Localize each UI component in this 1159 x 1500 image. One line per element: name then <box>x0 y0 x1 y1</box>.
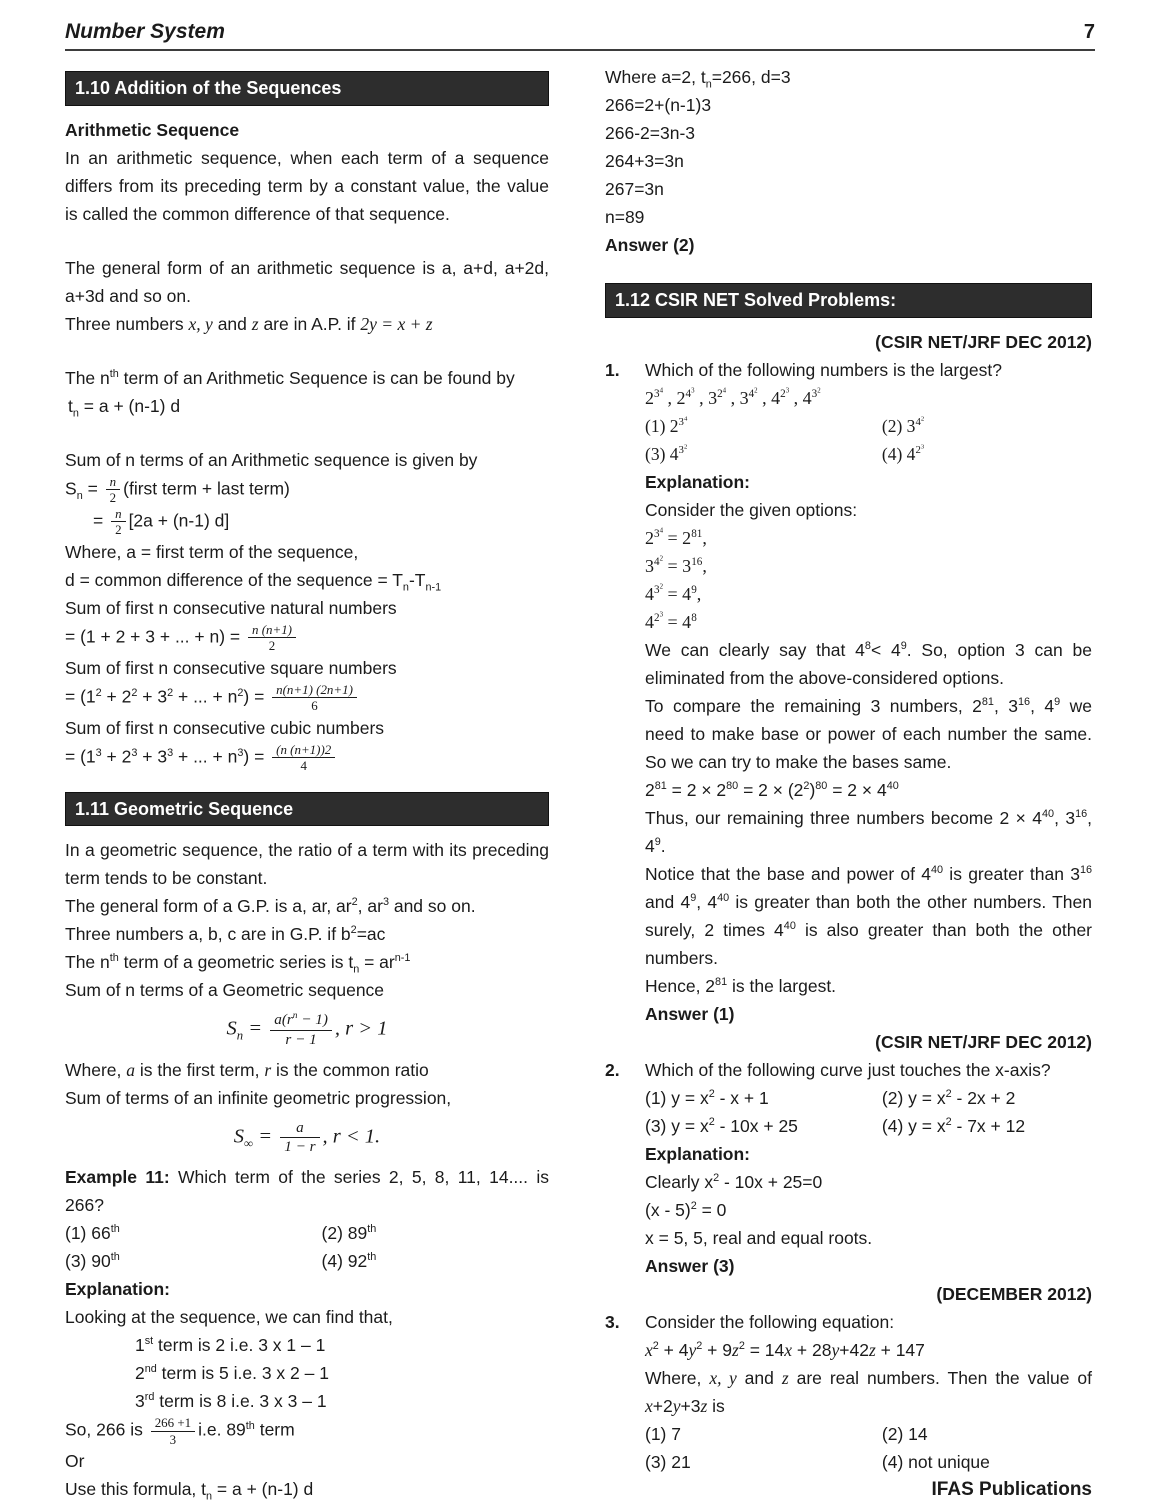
text-line: Explanation: <box>645 471 751 492</box>
exam-source-q3: (DECEMBER 2012) <box>936 1283 1092 1304</box>
fraction-denominator: 2 <box>109 490 117 506</box>
text-line: = ($1^2 + 2^2 + 3^2$ + ... + $n^2$) = $\frac{n(n+1) (2n+1)}{6}$ <box>65 682 549 714</box>
math-italic: z <box>868 1339 876 1360</box>
superscript: 2 <box>167 686 174 699</box>
superscript: th <box>110 1223 120 1236</box>
text-line: Where, a = first term of the sequence, <box>65 541 359 562</box>
infinite-gp-formula: $S_\infty$ = $\frac{a}{1 - r}$ , r < 1. <box>233 1118 381 1155</box>
superscript: 3 <box>691 386 695 394</box>
superscript: 23 <box>915 443 925 456</box>
text-line: Sum of terms of an infinite geometric progression, <box>65 1087 452 1108</box>
superscript: 32 <box>654 582 664 596</box>
text-line: Explanation: <box>65 1279 171 1300</box>
text-line: = (1 + 2 + 3 + ... + n) = $\frac{n (n+1)}{2}$ <box>65 622 549 654</box>
text-line: (x - 5)$^2$ = 0 <box>645 1199 727 1220</box>
option-cell: (2) 89th <box>321 1223 377 1244</box>
two-column-layout <box>0 63 1159 1500</box>
text-line: $t_n = a + (n-1)$ d <box>68 395 181 419</box>
superscript: 23 <box>654 610 664 624</box>
page-header <box>65 0 1095 51</box>
option-cell: (3) $4^{3^2}$ <box>645 443 688 464</box>
spacer <box>65 774 549 784</box>
superscript: 23 <box>780 386 790 400</box>
text-line: $S_n$ = $\frac{n}{2}$ (first term + last term) <box>65 473 290 506</box>
superscript: th <box>245 1419 255 1432</box>
section-header-1-11: 1.11 Geometric Sequence <box>65 792 549 827</box>
option-cell: (2) $3^{4^2}$ <box>881 415 925 436</box>
superscript: 2 <box>237 686 244 699</box>
math-italic: z <box>781 1367 789 1388</box>
text-line: Hence, $2^{81}$ is the largest. <box>645 975 837 996</box>
superscript: 4 <box>659 386 664 394</box>
superscript: n-1 <box>394 952 411 965</box>
superscript: 80 <box>726 779 739 792</box>
superscript: 34 <box>654 386 664 400</box>
text-line: The $n^{th}$ term of an Arithmetic Sequence is can be found by <box>65 367 515 388</box>
text-line: The general form of an arithmetic sequence is a, a+d, a+2d, a+3d and so on. <box>65 257 549 306</box>
text-line: Sum of n terms of a Geometric sequence <box>65 980 385 1001</box>
superscript: 2 <box>803 779 810 792</box>
superscript: 2 <box>713 1171 720 1184</box>
text-line: Three numbers a, b, c are in G.P. if $b^2=ac$ <box>65 924 386 945</box>
text-line: Looking at the sequence, we can find that, <box>65 1307 393 1328</box>
superscript: 40 <box>783 919 796 932</box>
math-italic: n (n+1) <box>251 621 292 637</box>
fraction-numerator <box>111 506 125 523</box>
superscript: 42 <box>654 554 664 568</box>
superscript: 24 <box>717 386 727 400</box>
superscript: 2 <box>683 443 688 451</box>
superscript: 3 <box>237 746 244 759</box>
text-line: Three numbers x, y and z are in A.P. if 2y = x + z <box>65 313 433 334</box>
options-row <box>605 412 1092 440</box>
fraction <box>270 1011 332 1048</box>
superscript: 2 <box>945 1115 952 1128</box>
superscript: st <box>144 1335 154 1348</box>
fraction-denominator: 1 − r <box>284 1137 316 1155</box>
math-italic: x, y <box>709 1367 737 1388</box>
text-line: Or <box>65 1451 85 1472</box>
text-line: = ($1^3 + 2^3 + 3^3$ + ... + $n^3$) = $\frac{(n (n+1))2}{4}$ <box>65 742 549 774</box>
superscript: 2 <box>659 582 664 590</box>
text-line: 2nd term is 5 i.e. 3 x 2 – 1 <box>135 1363 329 1384</box>
question-number: 2. <box>605 1059 620 1080</box>
subscript: n <box>353 963 360 976</box>
question-number: 3. <box>605 1311 620 1332</box>
superscript: 3 <box>785 386 790 394</box>
section-header-1-12: 1.12 CSIR NET Solved Problems: <box>605 283 1092 318</box>
option-cell: (1) 66th <box>65 1223 120 1244</box>
option-cell: (4) not unique <box>881 1451 990 1472</box>
text-line: d = common difference of the sequence = $T_n-T_{n-1}$ <box>65 569 442 594</box>
answer-q2: Answer (3) <box>645 1255 735 1276</box>
superscript: 16 <box>691 555 703 568</box>
superscript: 81 <box>691 527 703 540</box>
option-cell: (2) $y = x^2 - 2x + 2$ <box>881 1087 1016 1108</box>
math-italic: y <box>672 1395 681 1416</box>
superscript: 81 <box>981 695 994 708</box>
question-number: 1. <box>605 359 620 380</box>
superscript: 9 <box>900 639 907 652</box>
spacer <box>65 338 549 364</box>
text-line: Use this formula, $t_n = a + (n-1)$ d <box>65 1475 549 1500</box>
math-italic: a <box>126 1059 136 1080</box>
option-cell: (2) 14 <box>881 1423 928 1444</box>
left-column <box>65 63 549 1500</box>
question-2 <box>605 1056 1092 1084</box>
fraction <box>272 742 335 774</box>
math-italic: y <box>688 1339 697 1360</box>
text-line: $3^{4^2} = 3^{16}$, <box>645 554 707 576</box>
subscript: ∞ <box>244 1136 254 1151</box>
text-line: Consider the given options: <box>645 499 858 520</box>
text-line: Where a=2, $t_n=266$, d=3 <box>605 67 791 91</box>
superscript: 34 <box>678 415 688 428</box>
option-cell: (1) $y = x^2 - x + 1$ <box>645 1087 769 1108</box>
text-line: $2^{3^4} = 2^{81}$, <box>645 526 707 548</box>
subscript: n <box>705 78 712 91</box>
options-row <box>65 1219 549 1247</box>
superscript: th <box>367 1223 377 1236</box>
text-line: 266=2+(n-1)3 <box>605 95 712 115</box>
fraction-numerator <box>248 622 296 639</box>
right-column <box>605 63 1092 1500</box>
superscript: 42 <box>748 386 758 400</box>
text-line: So, 266 is $\frac{266 +1}{3}$ i.e. 89th term <box>65 1415 295 1447</box>
math-italic: y <box>831 1339 840 1360</box>
fraction-denominator: 3 <box>169 1431 177 1447</box>
text-line: To compare the remaining 3 numbers, $2^{81}$, $3^{16}$, $4^9$ we need to make base or power of each number the same. So we can try to make the bases same. <box>645 695 1092 772</box>
superscript: 3 <box>131 746 138 759</box>
math-italic: x <box>645 1339 653 1360</box>
text-line: Clearly $x^2 - 10x + 25=0$ <box>645 1171 823 1192</box>
fraction <box>106 474 120 506</box>
option-cell: (1) $2^{3^4}$ <box>645 415 688 436</box>
math-italic: n <box>109 473 117 489</box>
section-header-1-10: 1.10 Addition of the Sequences <box>65 71 549 106</box>
text-line: $4^{2^3} = 4^8$ <box>645 610 697 632</box>
superscript: 9 <box>691 583 697 596</box>
option-cell: (4) 92th <box>321 1251 377 1272</box>
math-italic: n <box>115 505 122 521</box>
publisher-credit: IFAS Publications <box>931 1478 1092 1500</box>
text-line: Explanation: <box>645 1143 751 1164</box>
fraction <box>111 506 125 538</box>
question-1 <box>605 356 1092 384</box>
exam-source-q2: (CSIR NET/JRF DEC 2012) <box>875 1031 1092 1052</box>
fraction <box>151 1415 195 1447</box>
text-line: = $\frac{n}{2}$ [2a + (n-1) d] <box>93 505 230 538</box>
text-line: 3rd term is 8 i.e. 3 x 3 – 1 <box>135 1391 327 1412</box>
spacer <box>605 259 1092 275</box>
superscript: 2 <box>350 924 357 937</box>
text-line: Thus, our remaining three numbers become $2 \times 4^{40}$, $3^{16}$, $4^9$. <box>645 807 1092 856</box>
text-line: Notice that the base and power of $4^{40}$ is greater than $3^{16}$ and $4^9$, $4^{40}$ is greater than both the other numbers. Then surely, 2 times $4^{40}$ is also greater than both the other numbers. <box>645 863 1093 968</box>
subscript: n <box>206 1490 213 1500</box>
example-11: Example 11: Which term of the series 2, 5, 8, 11, 14.... is 266? <box>65 1167 549 1216</box>
text-line: 267=3n <box>605 179 664 199</box>
superscript: 81 <box>715 975 728 988</box>
superscript: rd <box>144 1391 155 1404</box>
text-line: $2^{81} = 2 \times 2^{80} = 2 \times (2^2)^{80} = 2 \times 4^{40}$ <box>645 779 899 800</box>
text-line: $x^2 + 4y^2 + 9z^2 = 14x + 28y+42z + 147$ <box>645 1339 925 1360</box>
option-cell: (3) 21 <box>645 1451 691 1472</box>
superscript: 3 <box>382 896 389 909</box>
text-line: Where, a is the first term, r is the common ratio <box>65 1059 429 1080</box>
spacer <box>65 228 549 254</box>
fraction-numerator: a <box>280 1119 319 1138</box>
superscript: 2 <box>351 896 358 909</box>
math-italic: z <box>700 1395 708 1416</box>
text-line: Sum of first n consecutive cubic numbers <box>65 717 385 738</box>
superscript: 16 <box>1018 695 1031 708</box>
text-line: $4^{3^2} = 4^9$, <box>645 582 702 604</box>
superscript: 42 <box>915 415 925 428</box>
text-line: n=89 <box>605 207 645 227</box>
superscript: 3 <box>659 610 664 618</box>
superscript: 9 <box>1054 695 1061 708</box>
superscript: th <box>110 1251 120 1264</box>
math-italic: x, y <box>188 313 213 334</box>
option-cell: (1) 7 <box>645 1423 681 1444</box>
options-row <box>605 1112 1092 1140</box>
superscript: 16 <box>1079 863 1092 876</box>
superscript: th <box>109 952 119 965</box>
options-row <box>65 1247 549 1275</box>
superscript: 2 <box>659 554 664 562</box>
superscript: 8 <box>864 639 871 652</box>
subscript: n <box>76 489 83 502</box>
geometric-sum-formula: $S_n$ = $\frac{a(r^n - 1)}{r - 1}$ , r > 1 <box>226 1011 388 1048</box>
fraction-numerator: 266 +1 <box>151 1415 195 1432</box>
page-number: 7 <box>1083 21 1095 43</box>
fraction-denominator: 6 <box>311 698 318 714</box>
superscript: 2 <box>920 415 925 423</box>
text-line: The $n^{th}$ term of a geometric series is $t_n = ar^{n-1}$ <box>65 952 411 976</box>
superscript: 2 <box>817 386 821 394</box>
math-italic: z <box>732 1339 739 1360</box>
superscript: 2 <box>696 1339 703 1352</box>
fraction <box>280 1119 319 1156</box>
superscript: 2 <box>738 1339 745 1352</box>
superscript: 40 <box>717 891 730 904</box>
superscript: 40 <box>931 863 944 876</box>
fraction-numerator <box>272 682 357 699</box>
options-row <box>605 1420 1092 1448</box>
text-line: $2^{3^4}$ , $2^{4^3}$ , $3^{2^4}$ , $3^{4^2}$ , $4^{2^3}$ , $4^{3^2}$ <box>645 386 821 408</box>
superscript: 9 <box>690 891 697 904</box>
option-cell: (3) $y = x^2 - 10x + 25$ <box>645 1115 798 1136</box>
fraction-denominator: 2 <box>115 522 122 538</box>
superscript: 80 <box>815 779 828 792</box>
question-text: Which of the following curve just touches the x-axis? <box>645 1059 1051 1080</box>
spacer <box>65 420 549 446</box>
superscript: 40 <box>1042 807 1055 820</box>
superscript: 9 <box>654 835 661 848</box>
subsection-title-arithmetic-sequence: Arithmetic Sequence <box>65 119 240 140</box>
superscript: 3 <box>920 443 925 451</box>
text-line: x = 5, 5, real and equal roots. <box>645 1227 873 1248</box>
superscript: 4 <box>722 386 727 394</box>
fraction <box>272 682 357 714</box>
bold-text: Example 11: <box>65 1167 170 1188</box>
option-cell: (4) $y = x^2 - 7x + 12$ <box>881 1115 1026 1136</box>
text-line: 266-2=3n-3 <box>605 123 696 143</box>
subscript: n <box>72 407 79 419</box>
superscript: 32 <box>678 443 688 456</box>
fraction-denominator: r − 1 <box>285 1030 317 1048</box>
superscript: n <box>292 1011 298 1022</box>
text-line: Where, x, y and z are real numbers. Then the value of x+2y+3z is <box>645 1367 1092 1416</box>
question-3 <box>605 1308 1092 1336</box>
page-header-title: Number System <box>65 20 225 43</box>
text-line: The general form of a G.P. is a, ar, $ar^2$, $ar^3$ and so on. <box>65 896 476 917</box>
math-italic: x <box>784 1339 793 1360</box>
answer-q1: Answer (1) <box>645 1003 735 1024</box>
superscript: 2 <box>652 1339 659 1352</box>
exam-source-q1: (CSIR NET/JRF DEC 2012) <box>875 331 1092 352</box>
option-cell: (3) 90th <box>65 1251 120 1272</box>
superscript: 4 <box>683 415 688 423</box>
superscript: nd <box>144 1363 157 1376</box>
subscript: n <box>402 581 409 594</box>
text-line: Sum of first n consecutive natural numbers <box>65 597 397 618</box>
options-row <box>605 1448 1092 1476</box>
subscript: n-1 <box>425 581 442 594</box>
fraction-denominator: 4 <box>300 758 307 774</box>
superscript: 2 <box>708 1087 715 1100</box>
superscript: 32 <box>811 386 821 400</box>
superscript: 2 <box>708 1115 715 1128</box>
superscript: th <box>367 1251 377 1264</box>
superscript: 8 <box>691 611 697 624</box>
math-italic: x <box>645 1395 653 1416</box>
superscript: th <box>109 367 119 380</box>
question-text: Which of the following numbers is the largest? <box>645 359 1002 380</box>
answer-example-11: Answer (2) <box>605 235 695 255</box>
text-line: 1st term is 2 i.e. 3 x 1 – 1 <box>135 1335 326 1356</box>
subscript: n <box>236 1028 244 1043</box>
superscript: 3 <box>167 746 174 759</box>
math-italic: 2y = x + z <box>360 313 433 334</box>
superscript: 43 <box>685 386 695 400</box>
math-italic: r <box>264 1059 272 1080</box>
text-line: Sum of first n consecutive square numbers <box>65 657 397 678</box>
fraction-denominator: 2 <box>268 638 276 654</box>
fraction-numerator <box>106 474 120 491</box>
text-line: In an arithmetic sequence, when each term of a sequence differs from its preceding term by a constant value, the value is called the common difference of that sequence. <box>65 147 549 224</box>
superscript: 2 <box>95 686 102 699</box>
text-line: 264+3=3n <box>605 151 684 171</box>
text-line: We can clearly say that $4^8< 4^9$. So, option 3 can be eliminated from the above-considered options. <box>645 639 1092 688</box>
superscript: 34 <box>654 526 664 540</box>
superscript: 2 <box>131 686 138 699</box>
text-line: In a geometric sequence, the ratio of a term with its preceding term tends to be constant. <box>65 840 549 889</box>
fraction-numerator <box>272 742 335 759</box>
superscript: 4 <box>659 526 664 534</box>
text-line: Sum of n terms of an Arithmetic sequence is given by <box>65 449 478 470</box>
math-italic: (n (n+1))2 <box>276 741 332 757</box>
superscript: 3 <box>95 746 102 759</box>
superscript: 81 <box>654 779 667 792</box>
math-italic: z <box>251 313 259 334</box>
superscript: 2 <box>754 386 758 394</box>
superscript: 40 <box>886 779 899 792</box>
math-italic: n(n+1) (2n+1) <box>276 681 353 697</box>
options-row <box>605 1084 1092 1112</box>
superscript: 2 <box>690 1199 697 1212</box>
fraction-numerator: $a(r^n - 1)$ <box>270 1011 332 1030</box>
superscript: 2 <box>945 1087 952 1100</box>
option-cell: (4) $4^{2^3}$ <box>881 443 925 464</box>
question-text: Consider the following equation: <box>645 1311 895 1332</box>
fraction <box>248 622 296 654</box>
superscript: 16 <box>1075 807 1088 820</box>
options-row <box>605 440 1092 468</box>
